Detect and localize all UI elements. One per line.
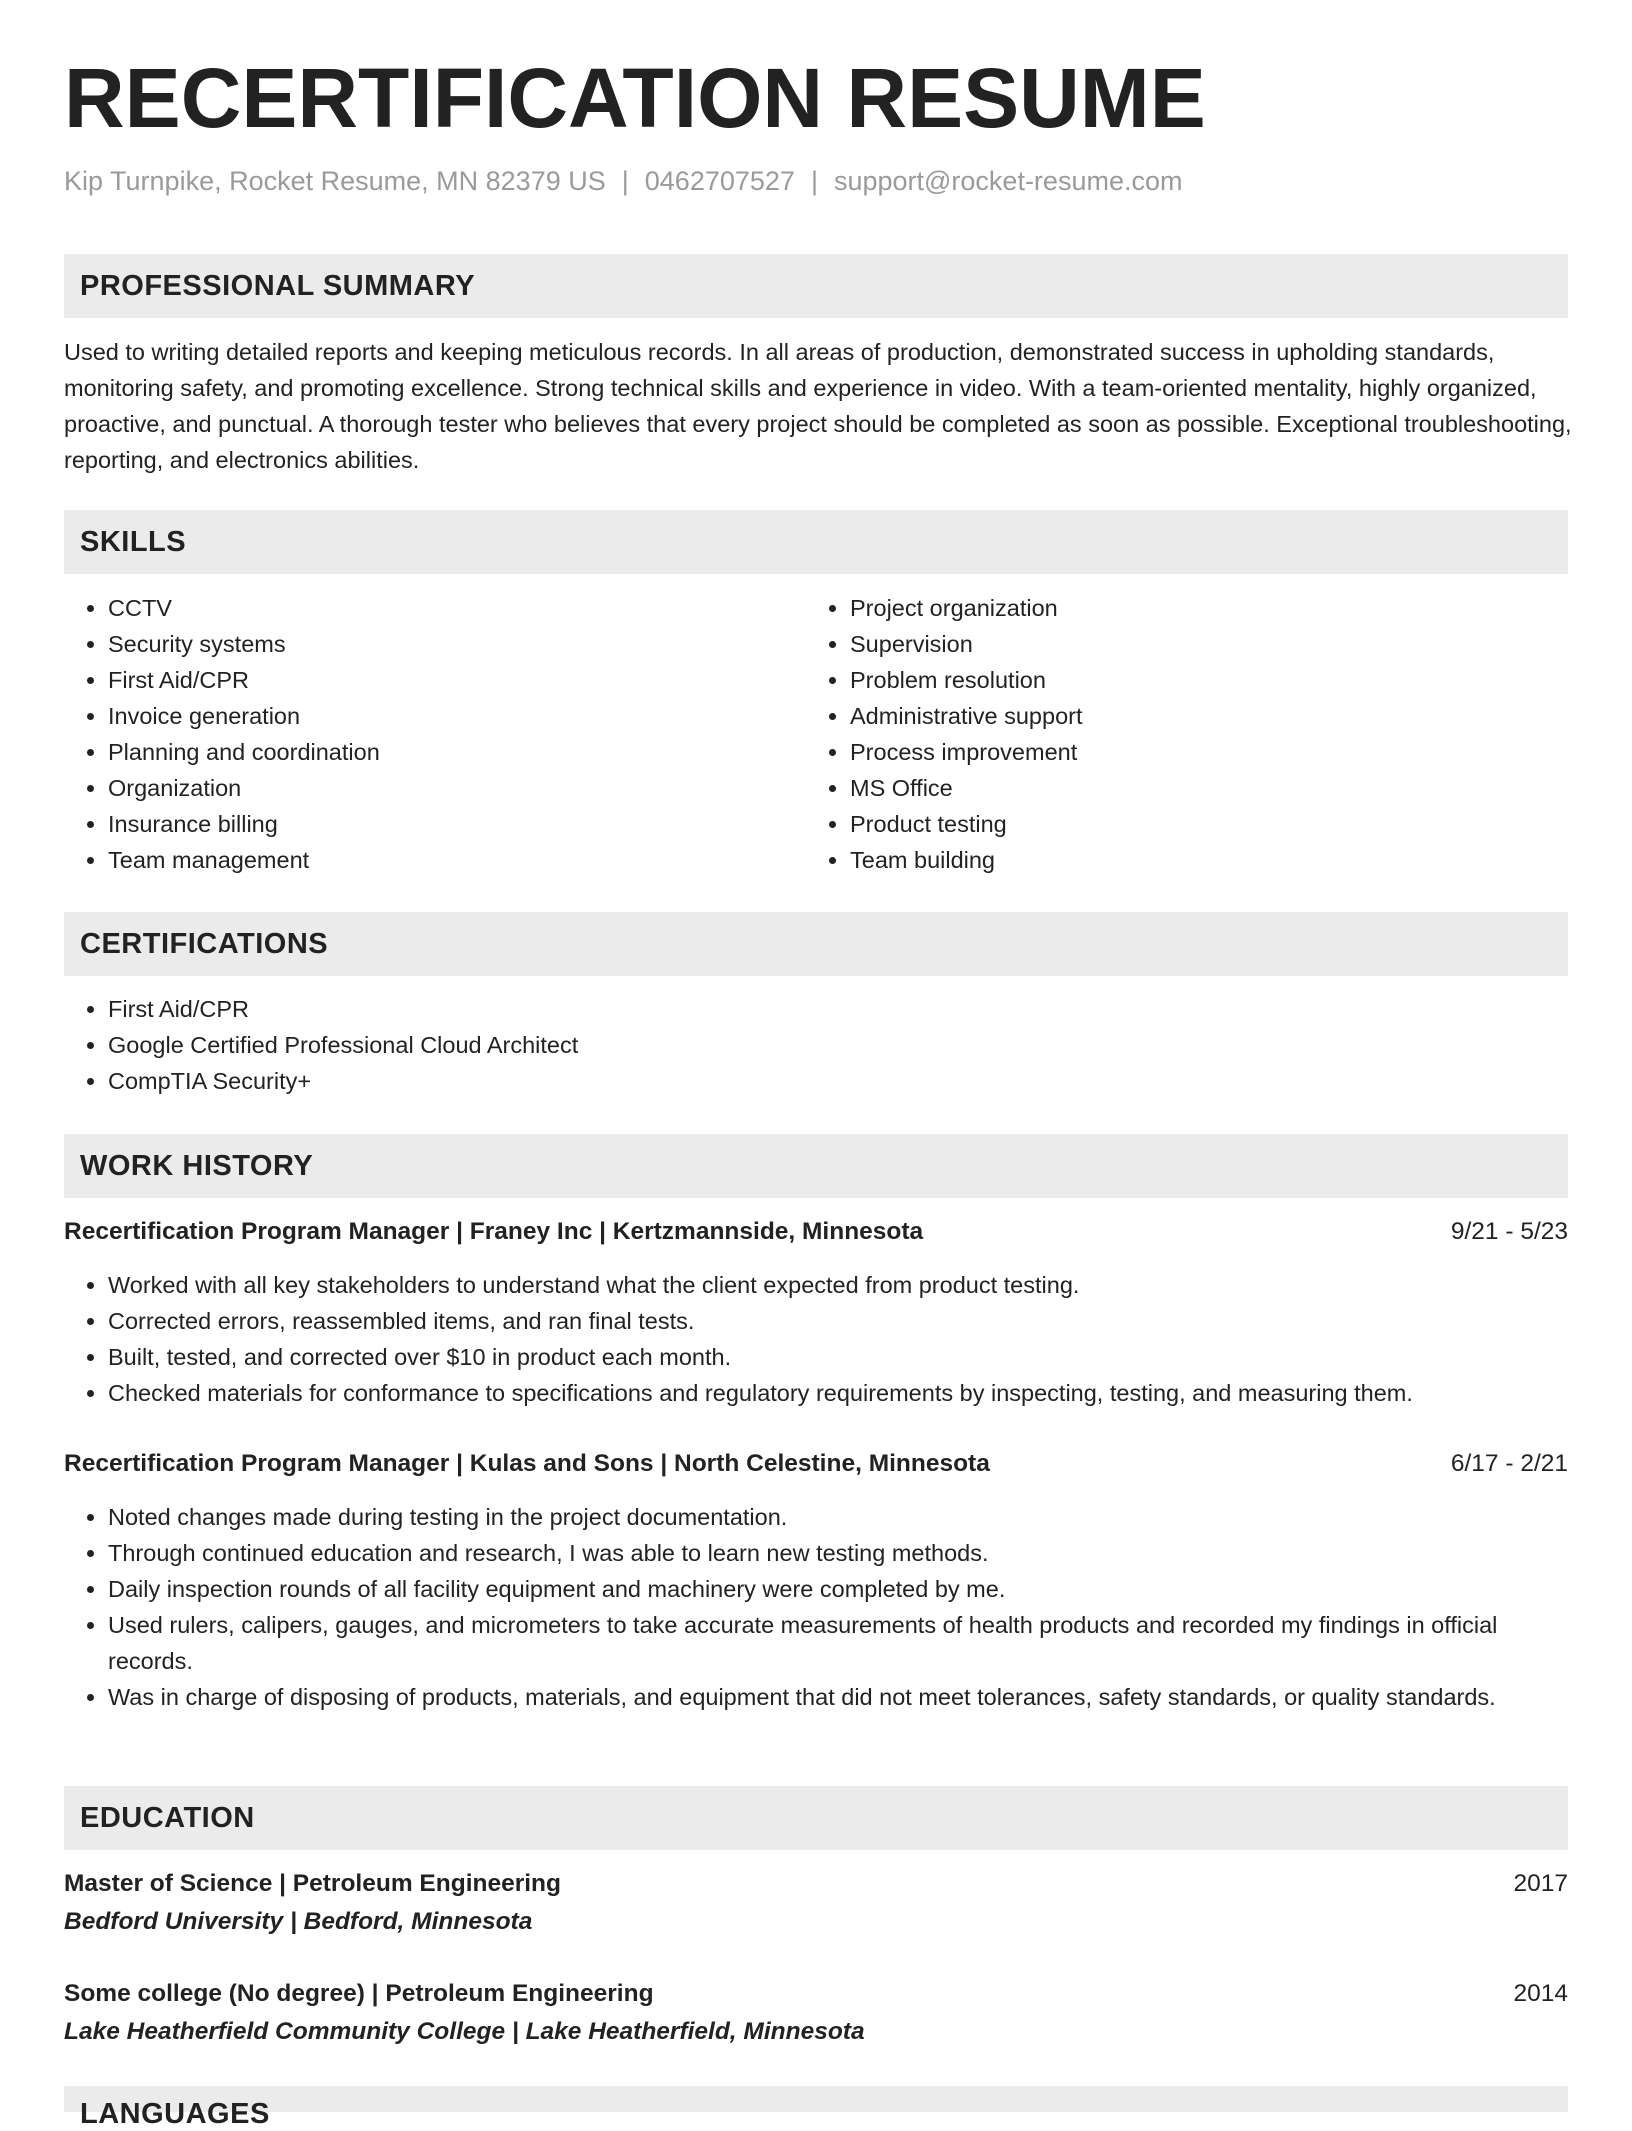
job-bullet: • Worked with all key stakeholders to understand what the client expected from product testing. [108, 1267, 1568, 1303]
education-header [64, 1866, 1568, 1902]
contact-phone: 0462707527 [644, 166, 795, 196]
section-title: CERTIFICATIONS [80, 927, 329, 960]
education-school: Lake Heatherfield Community College | Lake Heatherfield, Minnesota [64, 2018, 865, 2045]
contact-email: support@rocket-resume.com [833, 166, 1183, 196]
skill-item: • Supervision [850, 626, 1550, 662]
section-header-certifications [64, 912, 1568, 976]
job-dates: 9/21 - 5/23 [1450, 1218, 1568, 1245]
certification-item: • CompTIA Security+ [108, 1063, 1508, 1099]
job-bullets [64, 1267, 1568, 1411]
skill-item: • Problem resolution [850, 662, 1550, 698]
job-bullet: • Checked materials for conformance to specifications and regulatory requirements by inspecting, testing, and measuring them. [108, 1375, 1568, 1411]
section-title: WORK HISTORY [80, 1149, 314, 1182]
job-bullet: • Through continued education and research, I was able to learn new testing methods. [108, 1535, 1568, 1571]
section-header-languages [64, 2086, 1568, 2130]
job-bullet: • Used rulers, calipers, gauges, and micrometers to take accurate measurements of health products and recorded my findings in official records. [108, 1607, 1568, 1679]
certifications-list [64, 991, 1508, 1099]
certification-item: • First Aid/CPR [108, 991, 1508, 1027]
education-header [64, 1976, 1568, 2012]
education-degree: Master of Science | Petroleum Engineering [64, 1870, 561, 1897]
skills-list-left [64, 590, 808, 878]
job-bullet: • Noted changes made during testing in the project documentation. [108, 1499, 1568, 1535]
section-title: PROFESSIONAL SUMMARY [80, 269, 476, 302]
job-dates: 6/17 - 2/21 [1450, 1450, 1568, 1477]
skill-item: • CCTV [108, 590, 808, 626]
section-header-skills [64, 510, 1568, 574]
section-title: SKILLS [80, 525, 187, 558]
skill-item: • Team management [108, 842, 808, 878]
contact-address: Kip Turnpike, Rocket Resume, MN 82379 US [64, 166, 606, 196]
skill-item: • Project organization [850, 590, 1550, 626]
section-header-work-history [64, 1134, 1568, 1198]
education-year: 2014 [1513, 1980, 1568, 2007]
job-header [64, 1446, 1568, 1482]
skill-item: • Security systems [108, 626, 808, 662]
section-header-education [64, 1786, 1568, 1850]
skill-item: • Planning and coordination [108, 734, 808, 770]
skill-item: • Team building [850, 842, 1550, 878]
job-bullet: • Was in charge of disposing of products, materials, and equipment that did not meet tolerances, safety standards, or quality standards. [108, 1679, 1568, 1715]
section-title: LANGUAGES [80, 2098, 270, 2130]
job-bullet: • Daily inspection rounds of all facility equipment and machinery were completed by me. [108, 1571, 1568, 1607]
job-bullets [64, 1499, 1568, 1715]
skill-item: • Organization [108, 770, 808, 806]
section-header-summary [64, 254, 1568, 318]
skill-item: • Administrative support [850, 698, 1550, 734]
skill-item: • MS Office [850, 770, 1550, 806]
skill-item: • Insurance billing [108, 806, 808, 842]
section-title: EDUCATION [80, 1801, 255, 1834]
skill-item: • Invoice generation [108, 698, 808, 734]
job-title: Recertification Program Manager | Franey Inc | Kertzmannside, Minnesota [64, 1218, 924, 1245]
job-title: Recertification Program Manager | Kulas and Sons | North Celestine, Minnesota [64, 1450, 990, 1477]
job-header [64, 1214, 1568, 1250]
skill-item: • First Aid/CPR [108, 662, 808, 698]
certification-item: • Google Certified Professional Cloud Architect [108, 1027, 1508, 1063]
job-bullet: • Built, tested, and corrected over $10 in product each month. [108, 1339, 1568, 1375]
contact-separator: | [621, 166, 629, 196]
job-bullet: • Corrected errors, reassembled items, and ran final tests. [108, 1303, 1568, 1339]
skill-item: • Process improvement [850, 734, 1550, 770]
education-degree: Some college (No degree) | Petroleum Engineering [64, 1980, 654, 2007]
contact-separator: | [810, 166, 818, 196]
contact-line [64, 166, 1182, 197]
education-school: Bedford University | Bedford, Minnesota [64, 1908, 533, 1935]
skills-list-right [806, 590, 1550, 878]
summary-text: Used to writing detailed reports and keeping meticulous records. In all areas of production, demonstrated success in upholding standards, monitoring safety, and promoting excellence. Strong technical skills and experience in video. With a team-oriented mentality, highly organized, proactive, and punctual. A thorough tester who believes that every project should be completed as soon as possible. Exceptional troubleshooting, reporting, and electronics abilities. [64, 339, 1572, 473]
skill-item: • Product testing [850, 806, 1550, 842]
education-year: 2017 [1513, 1870, 1568, 1897]
resume-title: RECERTIFICATION RESUME [64, 51, 1206, 145]
